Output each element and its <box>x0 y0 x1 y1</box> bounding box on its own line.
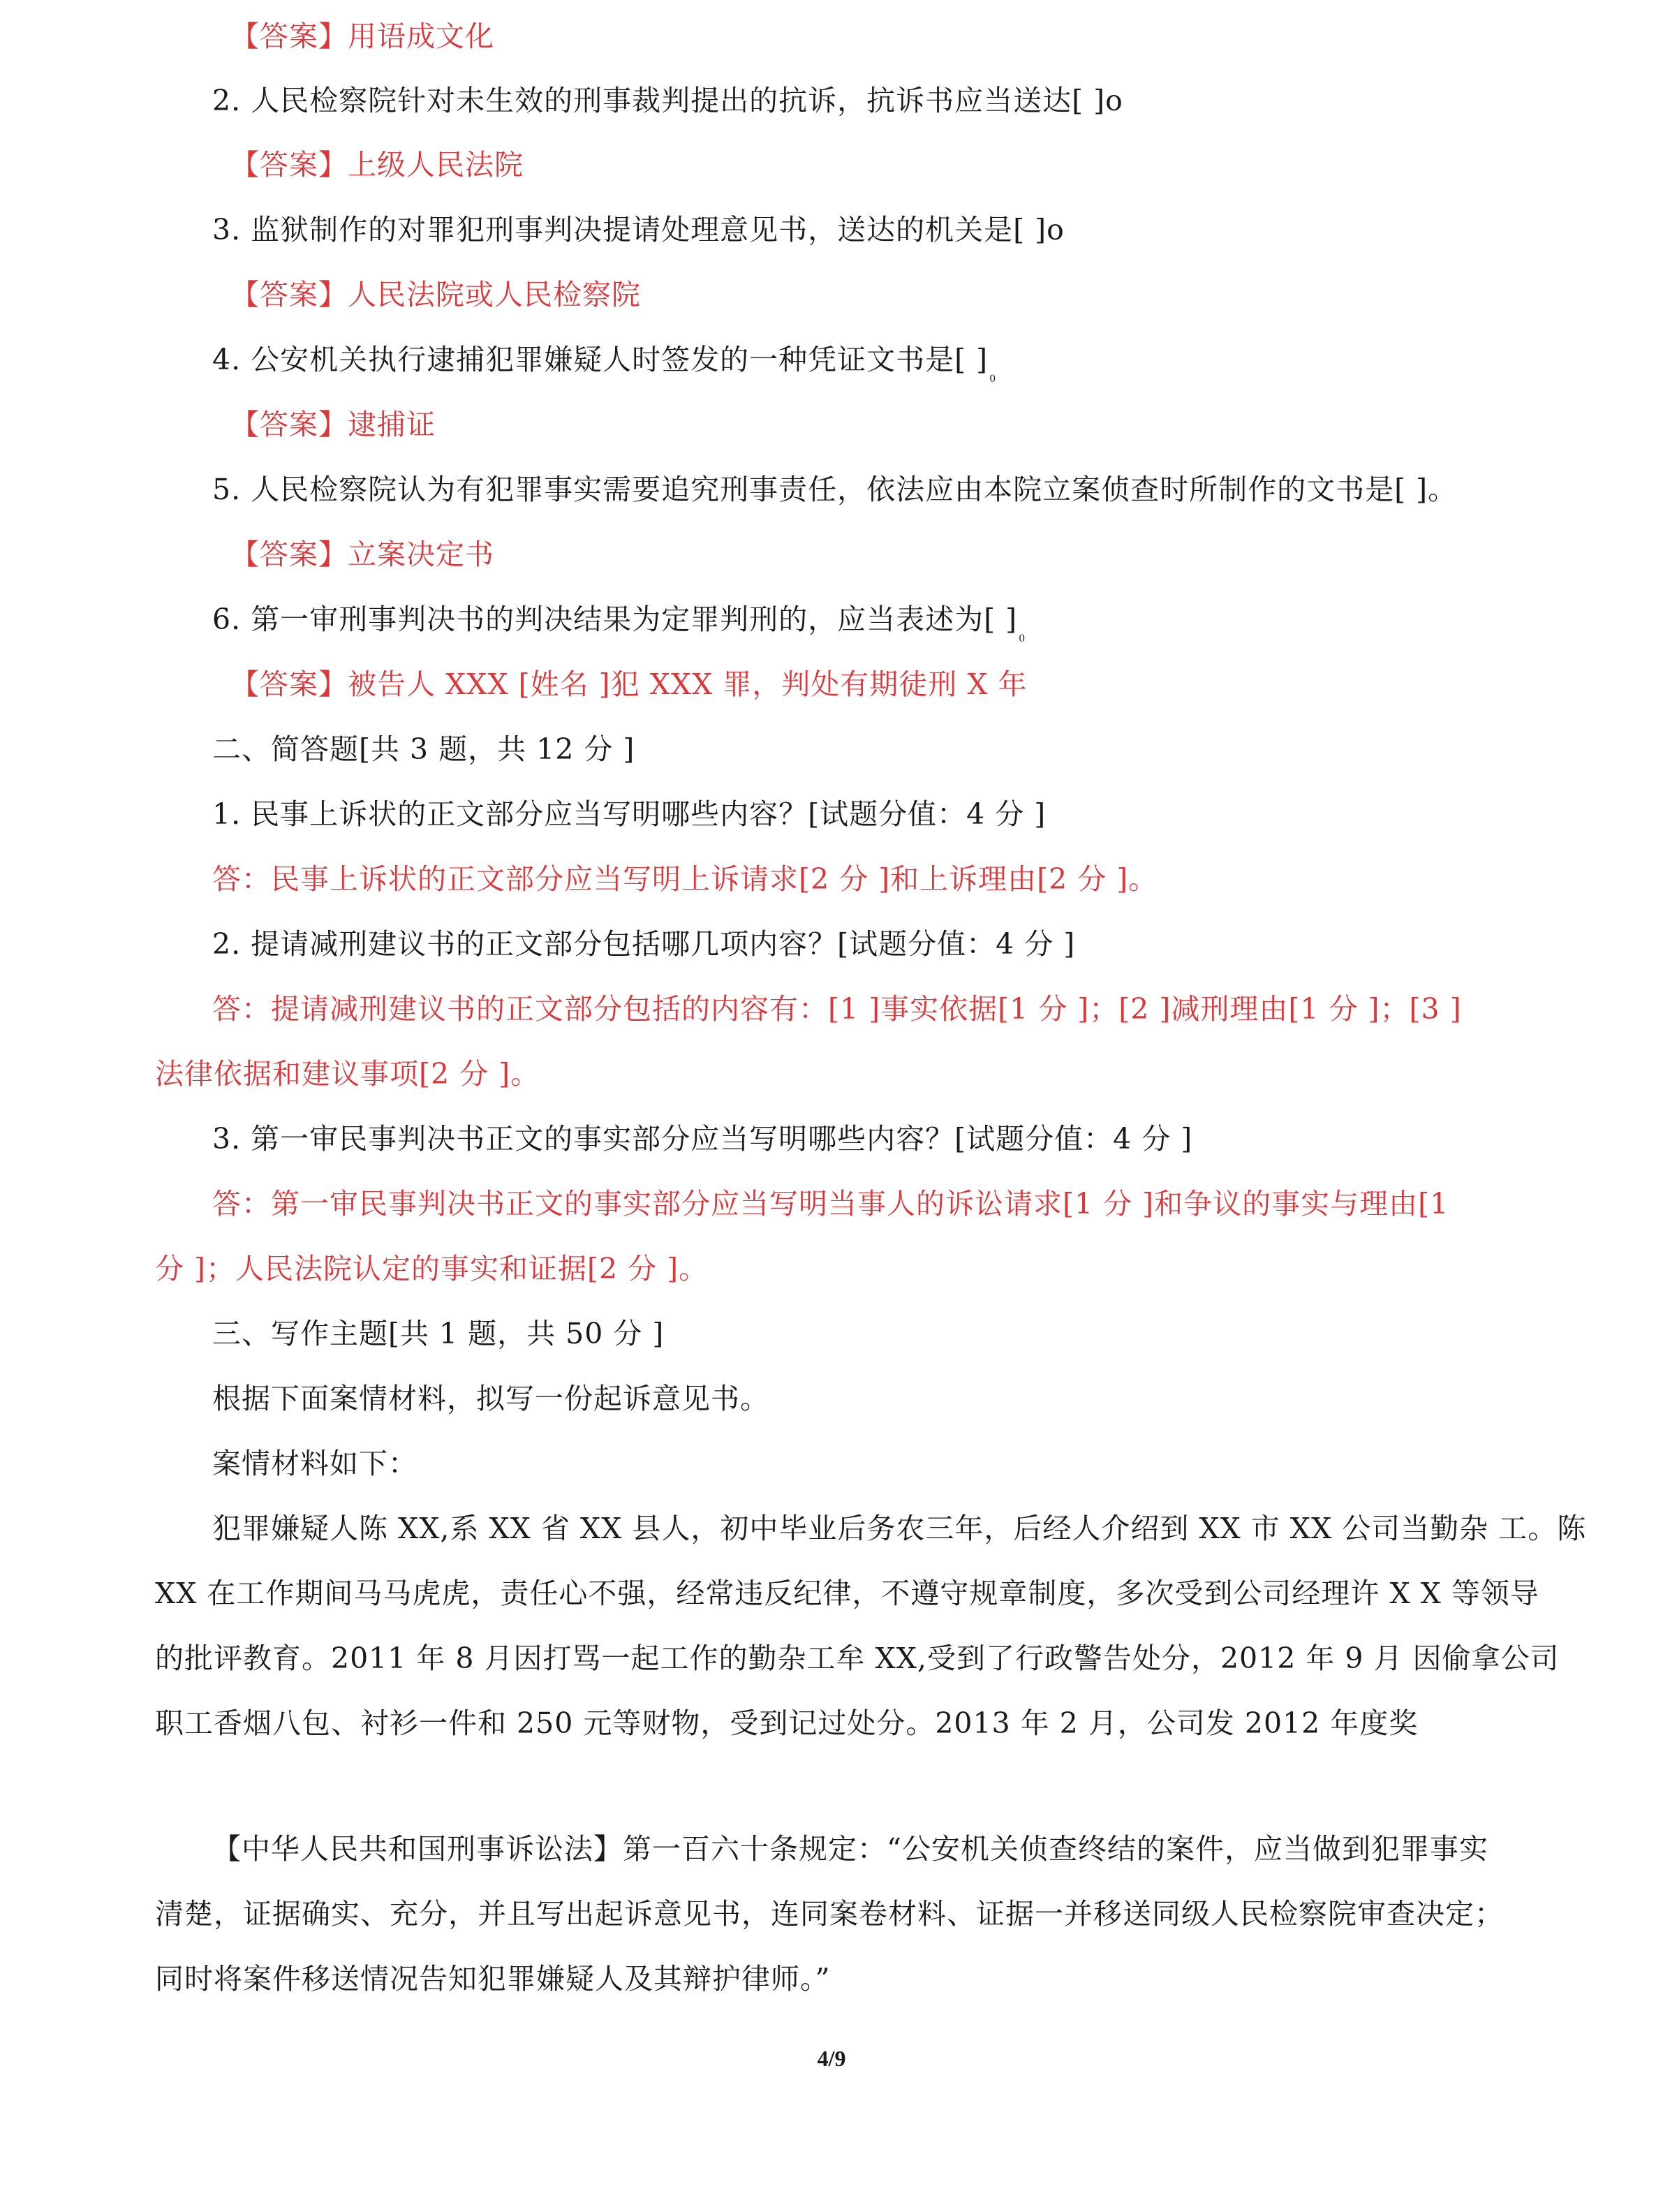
answer-line-5: 【答案】立案决定书 <box>230 538 494 571</box>
writing-prompt: 根据下面案情材料，拟写一份起诉意见书。 <box>212 1382 769 1415</box>
short-answer-1: 答：民事上诉状的正文部分应当写明上诉请求[2 分 ]和上诉理由[2 分 ]。 <box>212 862 1158 896</box>
short-question-3: 3. 第一审民事判决书正文的事实部分应当写明哪些内容？[试题分值：4 分 ] <box>212 1122 1193 1156</box>
law-quote-line-2: 清楚，证据确实、充分，并且写出起诉意见书，连同案卷材料、证据一并移送同级人民检察院审查决定； <box>155 1897 1504 1931</box>
page-number: 4/9 <box>817 2046 846 2071</box>
answer-line-1: 【答案】用语成文化 <box>230 20 494 53</box>
case-paragraph-line-2: XX 在工作期间马马虎虎，责任心不强，经常违反纪律，不遵守规章制度，多次受到公司经理许 X X 等领导 <box>155 1577 1539 1610</box>
short-answer-3: 答：第一审民事判决书正文的事实部分应当写明当事人的诉讼请求[1 分 ]和争议的事实与理由[1 <box>212 1187 1449 1221</box>
case-paragraph-line-3: 的批评教育。2011 年 8 月因打骂一起工作的勤杂工牟 XX,受到了行政警告处分，2012 年 9 月 因偷拿公司 <box>155 1642 1560 1675</box>
case-paragraph-line-4: 职工香烟八包、衬衫一件和 250 元等财物，受到记过处分。2013 年 2 月，公司发 2012 年度奖 <box>155 1706 1419 1740</box>
answer-line-6: 【答案】被告人 XXX [姓名 ]犯 XXX 罪，判处有期徒刑 X 年 <box>230 668 1028 701</box>
section-heading-3: 三、写作主题[共 1 题，共 50 分 ] <box>212 1317 665 1350</box>
answer-line-4: 【答案】逮捕证 <box>230 408 436 441</box>
case-material-label: 案情材料如下： <box>212 1447 417 1480</box>
short-answer-2: 答：提请减刑建议书的正文部分包括的内容有：[1 ]事实依据[1 分 ]；[2 ]减刑理由[1 分 ]；[3 ] <box>212 992 1462 1026</box>
question-line-5: 5. 人民检察院认为有犯罪事实需要追究刑事责任，依法应由本院立案侦查时所制作的文书是[ ]。 <box>212 473 1458 506</box>
question-line-4: 4. 公安机关执行逮捕犯罪嫌疑人时签发的一种凭证文书是[ ]$_0$ <box>212 343 997 385</box>
question-line-3: 3. 监狱制作的对罪犯刑事判决提请处理意见书，送达的机关是[ ]o <box>212 213 1065 246</box>
subscript-mark: 0 <box>1019 633 1026 644</box>
law-quote-line-3: 同时将案件移送情况告知犯罪嫌疑人及其辩护律师。” <box>155 1962 831 1996</box>
section-heading-2: 二、简答题[共 3 题，共 12 分 ] <box>212 732 635 766</box>
short-question-1: 1. 民事上诉状的正文部分应当写明哪些内容？[试题分值：4 分 ] <box>212 797 1047 831</box>
short-answer-3-cont: 分 ]；人民法院认定的事实和证据[2 分 ]。 <box>155 1252 709 1285</box>
law-quote-line-1: 【中华人民共和国刑事诉讼法】第一百六十条规定：“公安机关侦查终结的案件，应当做到犯罪事实 <box>212 1832 1488 1866</box>
answer-line-2: 【答案】上级人民法院 <box>230 148 524 182</box>
case-paragraph-line-1: 犯罪嫌疑人陈 XX,系 XX 省 XX 县人，初中毕业后务农三年，后经人介绍到 XX 市 XX 公司当勤杂 工。陈 <box>212 1512 1587 1545</box>
short-question-2: 2. 提请减刑建议书的正文部分包括哪几项内容？[试题分值：4 分 ] <box>212 927 1076 961</box>
answer-line-3: 【答案】人民法院或人民检察院 <box>230 278 641 311</box>
subscript-mark: 0 <box>989 374 997 385</box>
question-line-6: 6. 第一审刑事判决书的判决结果为定罪判刑的，应当表述为[ ]$_0$ <box>212 603 1026 644</box>
short-answer-2-cont: 法律依据和建议事项[2 分 ]。 <box>155 1057 540 1091</box>
question-line-2: 2. 人民检察院针对未生效的刑事裁判提出的抗诉，抗诉书应当送达[ ]o <box>212 84 1123 117</box>
